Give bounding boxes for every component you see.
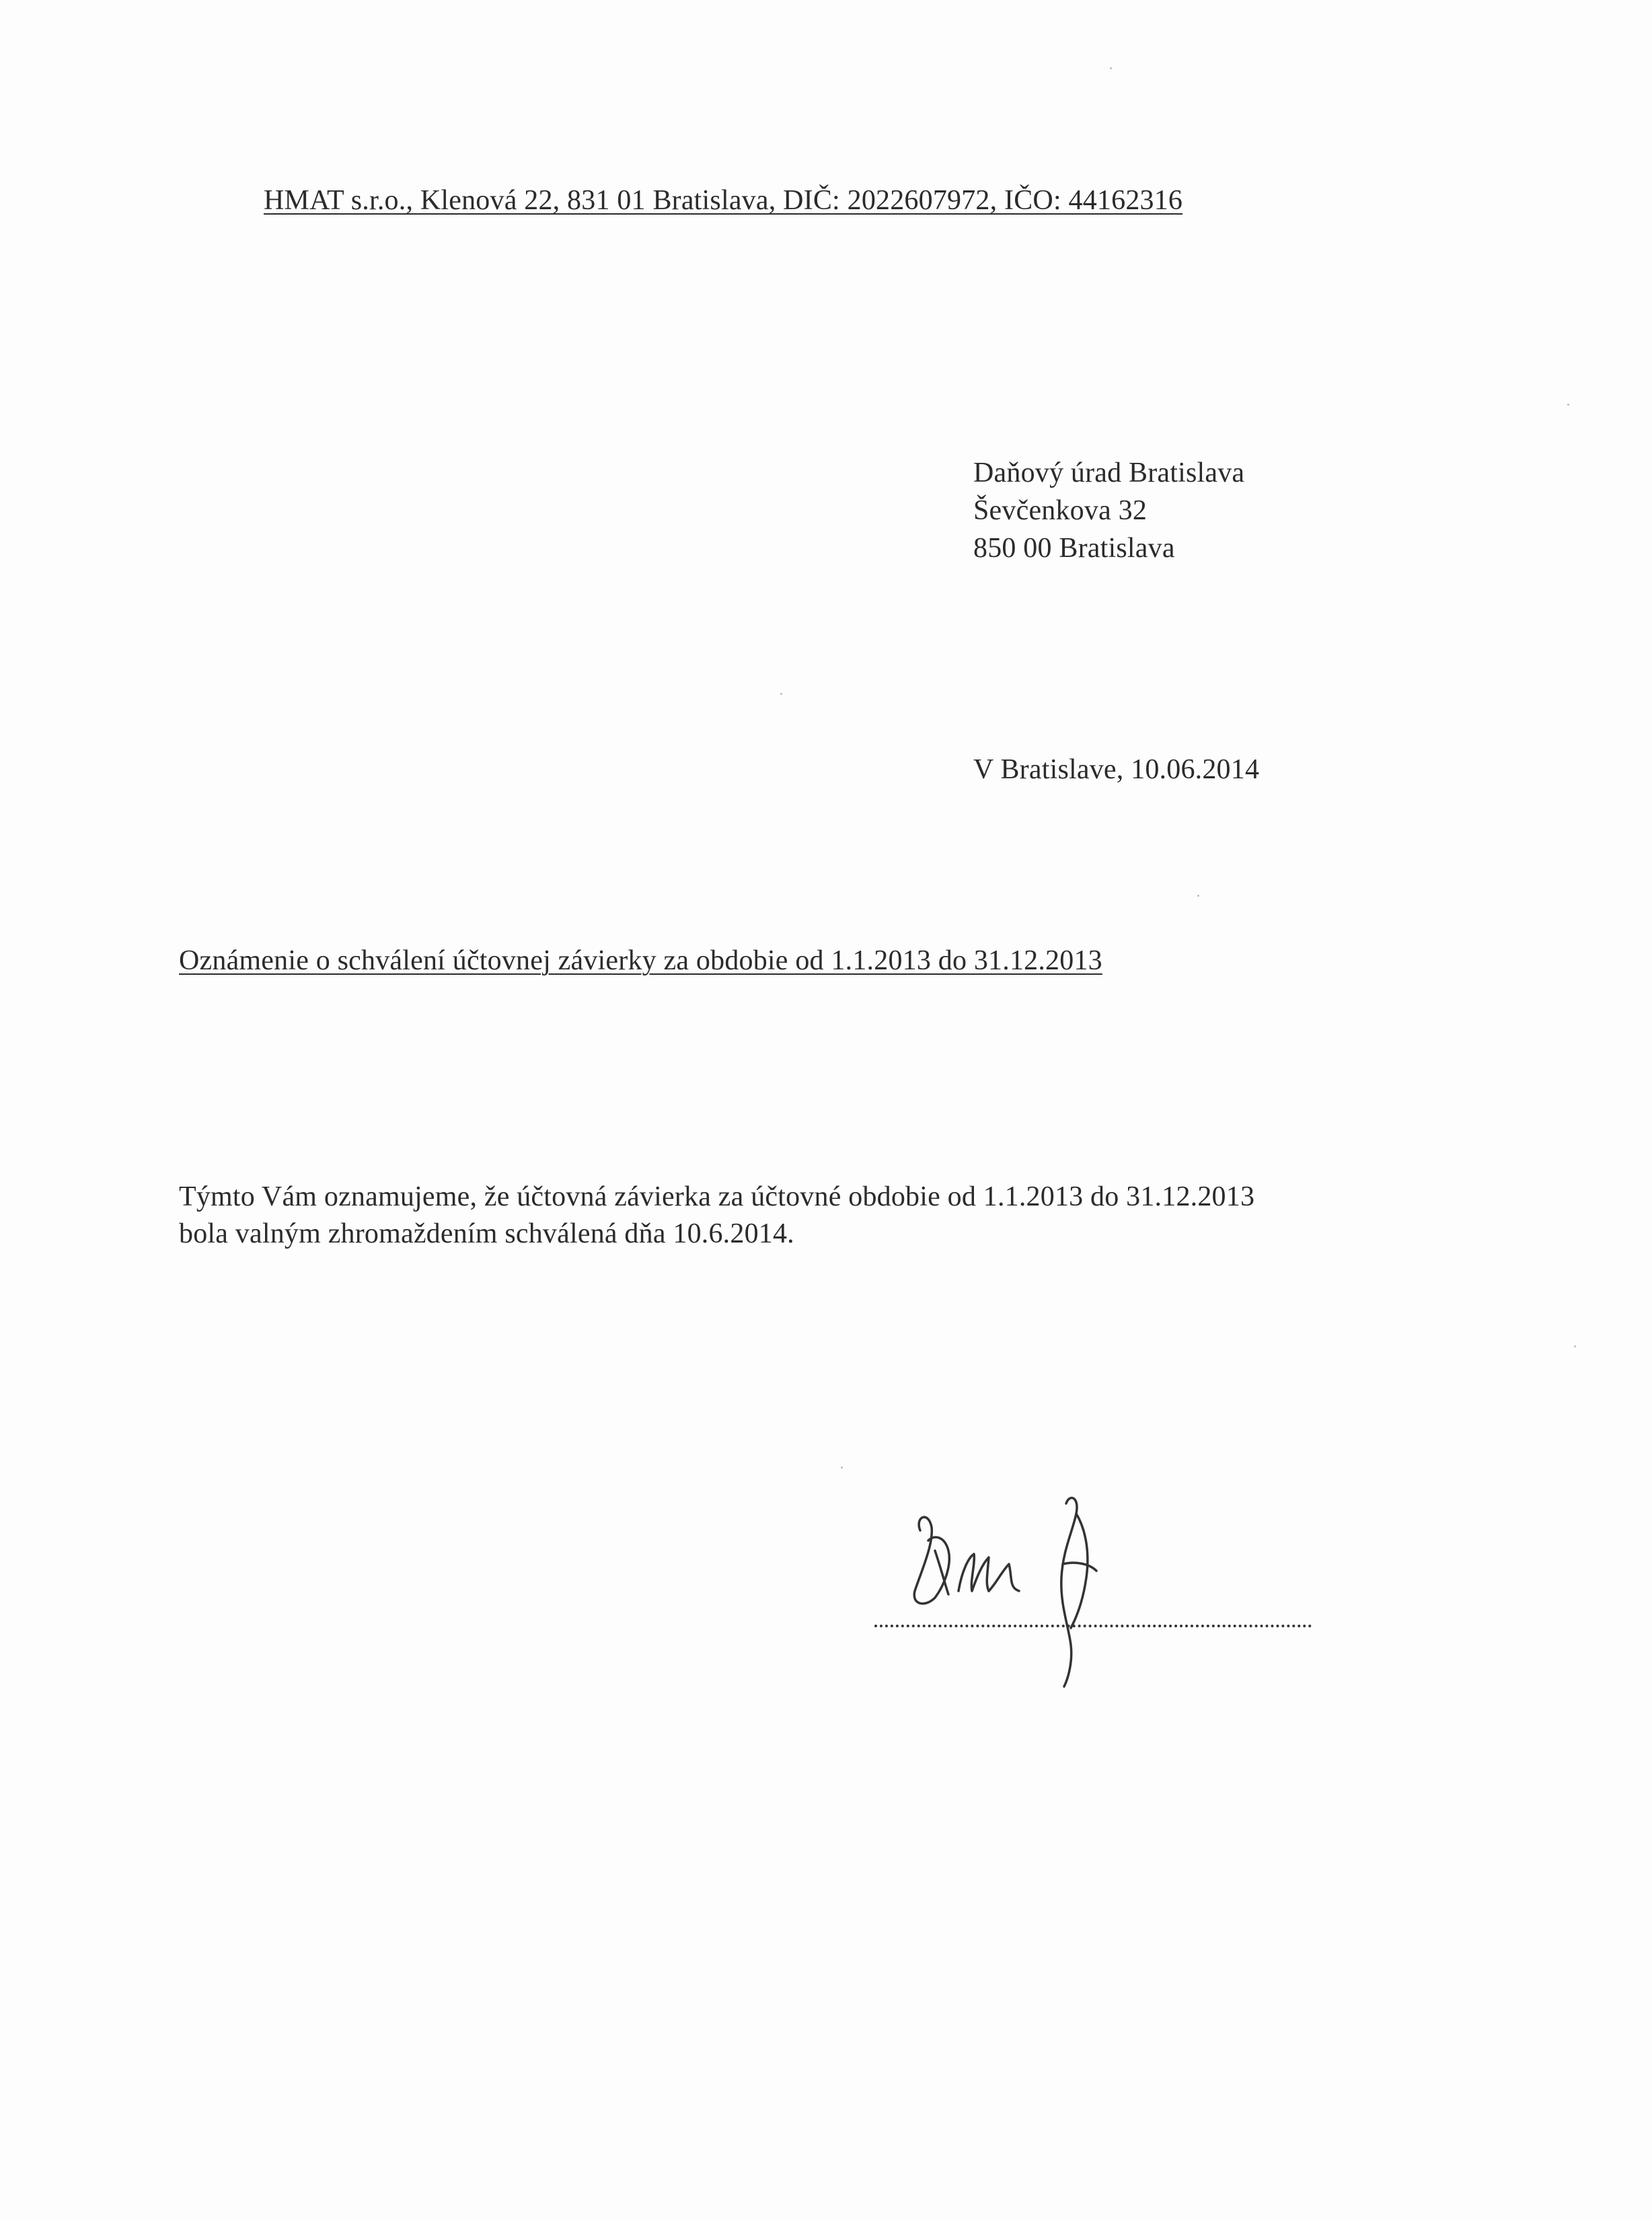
body-paragraph [179,1179,1254,1253]
subject-line: Oznámenie o schválení účtovnej závierky za obdobie od 1.1.2013 do 31.12.2013 [179,945,1102,976]
recipient-address [973,454,1244,567]
scan-speck [841,1467,843,1469]
sender-header: HMAT s.r.o., Klenová 22, 831 01 Bratislava, DIČ: 2022607972, IČO: 44162316 [264,185,1183,216]
scan-speck [1574,1345,1576,1347]
body-line-1: Týmto Vám oznamujeme, že účtovná závierka za účtovné obdobie od 1.1.2013 do 31.12.2013 [179,1181,1255,1212]
recipient-line-2: Ševčenkova 32 [973,495,1148,526]
recipient-line-3: 850 00 Bratislava [973,533,1175,564]
recipient-line-1: Daňový úrad Bratislava [973,457,1245,488]
body-line-2: bola valným zhromaždením schválená dňa 10.6.2014. [179,1218,794,1249]
scan-speck [1567,404,1569,406]
signature-area [854,1490,1339,1692]
handwritten-signature [895,1490,1137,1692]
place-and-date: V Bratislave, 10.06.2014 [973,754,1260,785]
scan-speck [1197,895,1199,897]
scan-speck [780,693,782,695]
scan-speck [1110,67,1112,69]
